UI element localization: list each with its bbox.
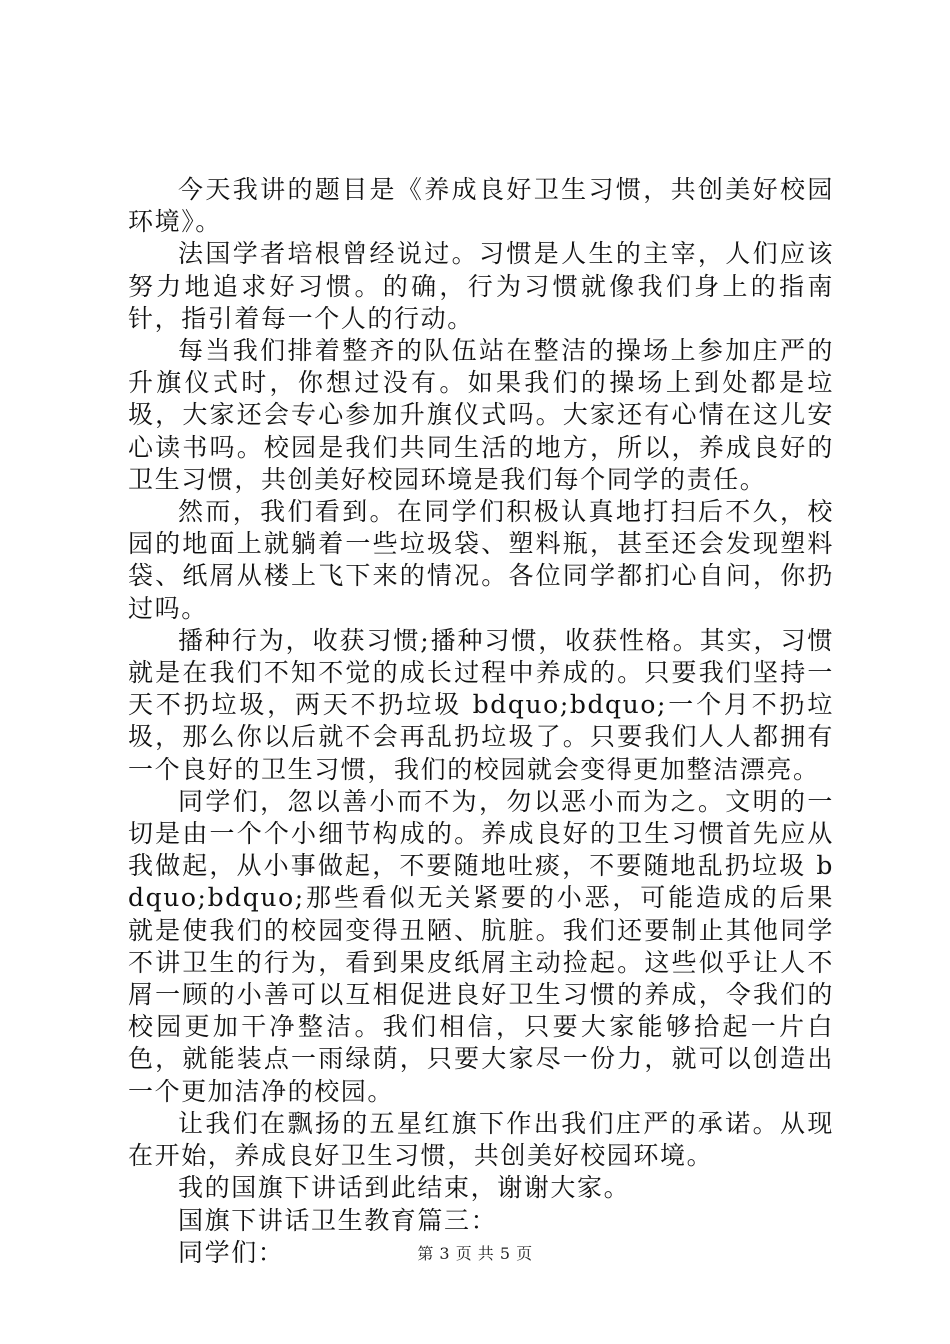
paragraph-closing: 我的国旗下讲话到此结束，谢谢大家。 — [178, 1173, 631, 1203]
paragraph-litter: 然而，我们看到。在同学们积极认真地打扫后不久，校园的地面上就躺着一些垃圾袋、塑料瓶，甚至还会发现塑料袋、纸屑从楼上飞下来的情况。各位同学都扪心自问，你扔过吗。 — [128, 497, 834, 623]
paragraph-flag-ceremony: 每当我们排着整齐的队伍站在整洁的操场上参加庄严的升旗仪式时，你想过没有。如果我们的操场上到处都是垃圾，大家还会专心参加升旗仪式吗。大家还有心情在这儿安心读书吗。校园是我们共同生活的地方，所以，养成良好的卫生习惯，共创美好校园环境是我们每个同学的责任。 — [128, 336, 834, 494]
paragraph-topic: 今天我讲的题目是《养成良好卫生习惯，共创美好校园环境》。 — [128, 175, 834, 237]
document-body — [128, 174, 834, 1269]
paragraph-bacon-quote: 法国学者培根曾经说过。习惯是人生的主宰，人们应该努力地追求好习惯。的确，行为习惯就像我们身上的指南针，指引着每一个人的行动。 — [128, 239, 834, 333]
paragraph-small-deeds: 同学们，忽以善小而不为，勿以恶小而为之。文明的一切是由一个个小细节构成的。养成良好的卫生习惯首先应从我做起，从小事做起，不要随地吐痰，不要随地乱扔垃圾 bdquo;bdquo;那些看似无关紧要的小恶，可能造成的后果就是使我们的校园变得丑陋、肮脏。我们还要制止其他同学不讲卫生的行为，看到果皮纸屑主动捡起。这些似乎让人不屑一顾的小善可以互相促进良好卫生习惯的养成，令我们的校园更加干净整洁。我们相信，只要大家能够拾起一片白色，就能装点一雨绿荫，只要大家尽一份力，就可以创造出一个更加洁净的校园。 — [128, 786, 834, 1106]
page-number-label: 第 3 页 共 5 页 — [417, 1244, 533, 1263]
paragraph-section-heading: 国旗下讲话卫生教育篇三： — [178, 1205, 498, 1235]
paragraph-pledge: 让我们在飘扬的五星红旗下作出我们庄严的承诺。从现在开始，养成良好卫生习惯，共创美好校园环境。 — [128, 1108, 834, 1171]
paragraph-salutation: 同学们： — [178, 1237, 285, 1267]
page-footer — [0, 1241, 950, 1264]
paragraph-habits: 播种行为，收获习惯;播种习惯，收获性格。其实，习惯就是在我们不知不觉的成长过程中养成的。只要我们坚持一天不扔垃圾，两天不扔垃圾 bdquo;bdquo;一个月不扔垃圾，那么你以后就不会再乱扔垃圾了。只要我们人人都拥有一个良好的卫生习惯，我们的校园就会变得更加整洁漂亮。 — [128, 625, 834, 784]
